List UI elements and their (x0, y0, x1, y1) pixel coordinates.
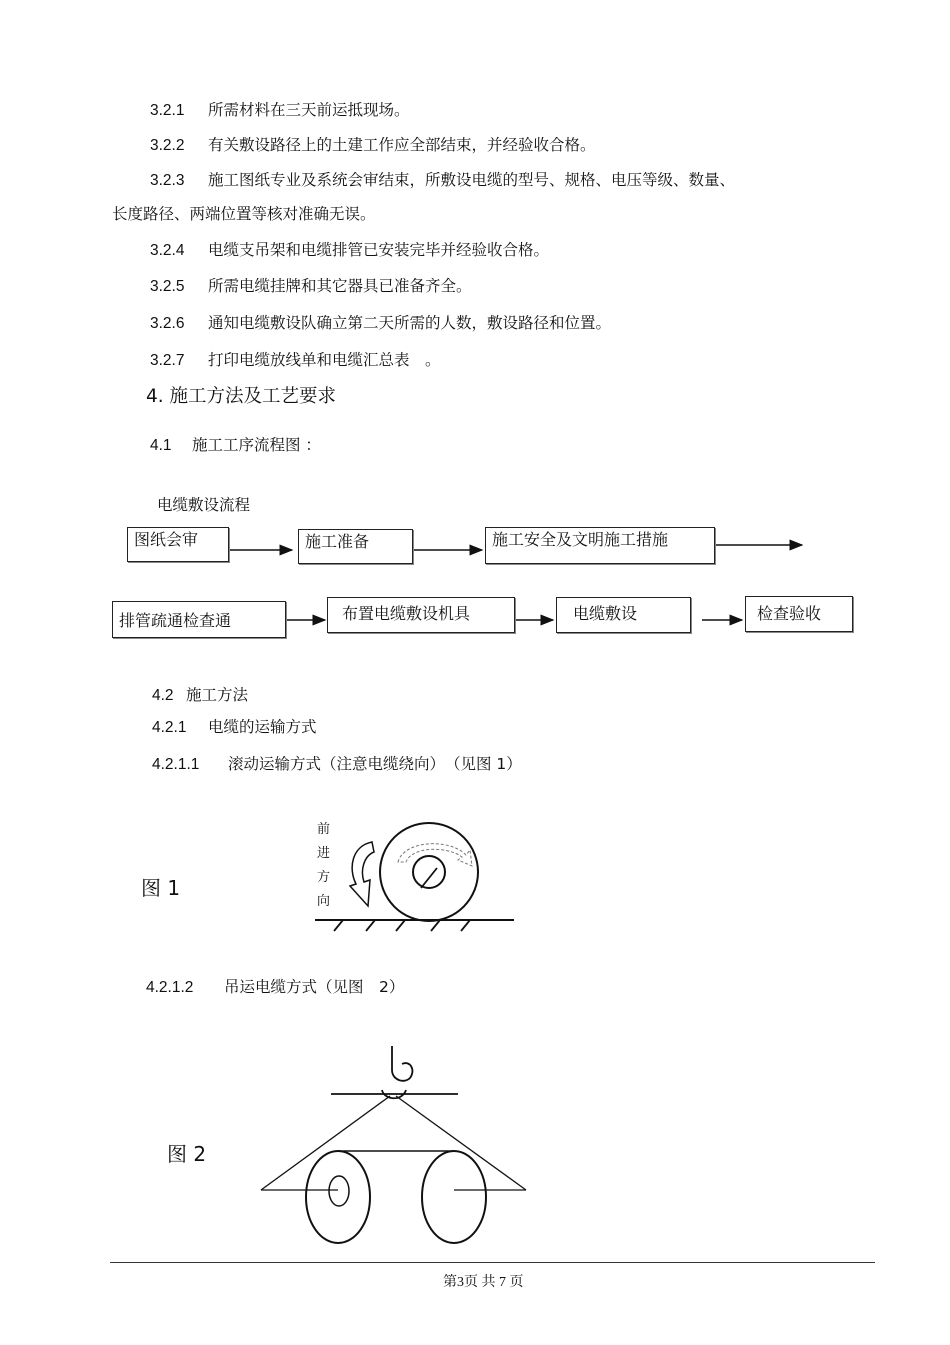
subsection-heading: 4.2.1.2 吊运电缆方式（见图 2） (146, 978, 405, 996)
page-number: 第3页 共 7 页 (443, 1275, 524, 1290)
flow-step-tool-layout: 布置电缆敷设机具 (327, 597, 515, 633)
direction-label: 前 进 方 向 (317, 822, 331, 909)
flow-step-preparation: 施工准备 (298, 529, 413, 564)
prereq-item: 3.2.5 所需电缆挂牌和其它器具已准备齐全。 (150, 277, 472, 295)
section-heading: 4. 施工方法及工艺要求 (146, 386, 337, 407)
prereq-item: 3.2.2 有关敷设路径上的土建工作应全部结束，并经验收合格。 (150, 136, 596, 154)
flow-step-acceptance: 检查验收 (745, 596, 853, 632)
prereq-item: 3.2.6 通知电缆敷设队确立第二天所需的人数，敷设路径和位置。 (150, 314, 612, 332)
subsection-heading: 4.2.1.1 滚动运输方式（注意电缆绕向） （见图 1） (152, 755, 522, 773)
prereq-item: 3.2.1 所需材料在三天前运抵现场。 (150, 101, 410, 119)
flow-step-safety-measures: 施工安全及文明施工措施 (485, 527, 715, 564)
prereq-item: 3.2.4 电缆支吊架和电缆排管已安装完毕并经验收合格。 (150, 241, 550, 259)
subsection-heading: 4.1 施工工序流程图 ： (150, 436, 321, 454)
footer-rule (110, 1262, 875, 1263)
flow-step-drawing-review: 图纸会审 (127, 527, 229, 562)
prereq-item-continuation: 长度路径、两端位置等核对准确无误。 (112, 205, 376, 223)
flow-step-duct-inspection: 排管疏通检查通 (112, 601, 286, 638)
flow-title: 电缆敷设流程 (157, 496, 251, 514)
figure-label: 图 1 (141, 876, 181, 900)
prereq-item: 3.2.7 打印电缆放线单和电缆汇总表 。 (150, 351, 441, 369)
prereq-item: 3.2.3 施工图纸专业及系统会审结束，所敷设电缆的型号、规格、电压等级、数量、 (150, 171, 736, 189)
subsection-heading: 4.2.1 电缆的运输方式 (152, 718, 317, 736)
flow-step-cable-laying: 电缆敷设 (556, 597, 691, 633)
figure-label: 图 2 (167, 1142, 207, 1166)
subsection-heading: 4.2 施工方法 (152, 686, 249, 704)
